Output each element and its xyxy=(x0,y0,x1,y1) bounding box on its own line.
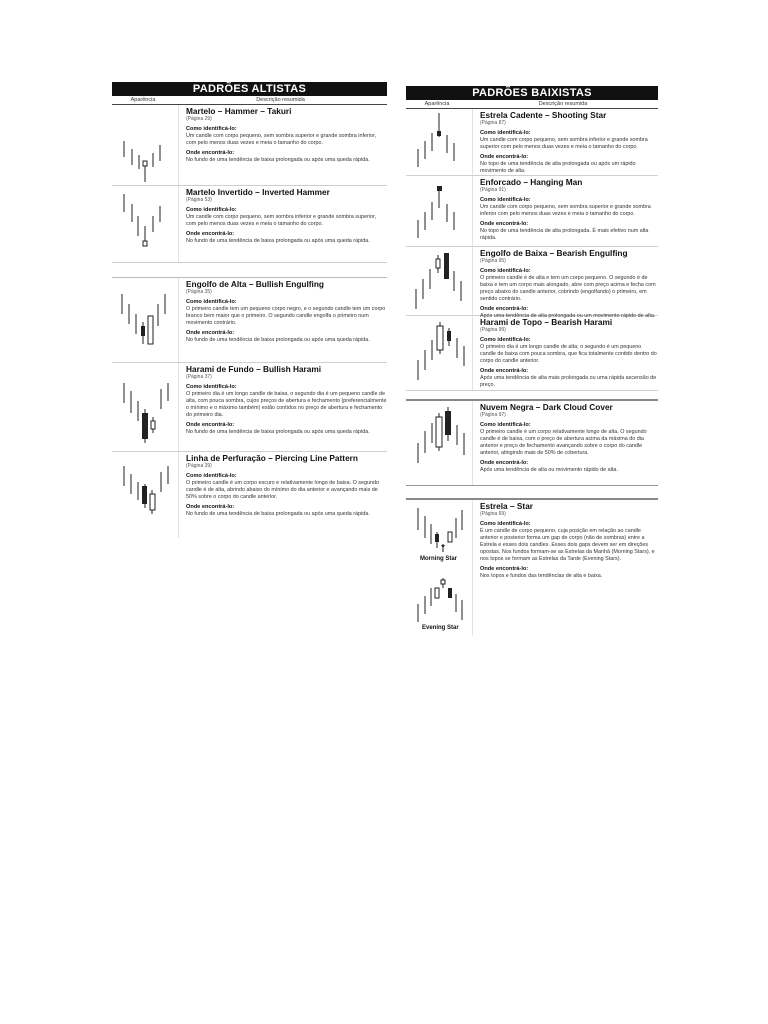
hammer-body xyxy=(143,161,147,166)
hammer-candles-svg xyxy=(112,105,178,185)
pattern-row-bearish-engulfing xyxy=(406,247,658,319)
where-text: Nos topos e fundos das tendências de alta e baixa. xyxy=(480,573,603,579)
pattern-row-piercing-line xyxy=(112,452,387,538)
pattern-page: (Página 35) xyxy=(186,289,212,295)
pattern-page: (Página 29) xyxy=(186,116,212,122)
morning-star-white-body xyxy=(448,532,452,542)
pattern-row-star xyxy=(406,498,658,636)
bearish-engulfing-candle-illustration xyxy=(406,247,473,315)
pattern-row-bearish-harami xyxy=(406,316,658,391)
inverted-hammer-candles-svg xyxy=(112,186,178,262)
bullish-patterns-table xyxy=(112,82,387,538)
how-label: Como identificá-lo: xyxy=(186,207,237,213)
bullish-table-title: PADRÕES ALTISTAS xyxy=(112,82,387,96)
star-candles-svg xyxy=(406,500,472,636)
pattern-title: Martelo – Hammer – Takuri xyxy=(186,106,292,116)
pattern-page: (Página 53) xyxy=(186,197,212,203)
where-label: Onde encontrá-lo: xyxy=(480,368,529,374)
star-candle-illustration xyxy=(406,500,473,636)
how-text: O primeiro dia é um longo candle de alta; o segundo é um pequeno candle de baixa com pouca sombra, que fica totalmente contido dentro do corpo do candle anterior. xyxy=(480,344,657,364)
where-text: No topo de uma tendência de alta prolongada ou após um rápido movimento de alta. xyxy=(480,161,636,174)
pattern-title: Engolfo de Baixa – Bearish Engulfing xyxy=(480,248,628,258)
small-black-body xyxy=(447,331,451,341)
pattern-text xyxy=(473,109,658,175)
long-black-body xyxy=(142,413,148,439)
black-candle-body xyxy=(141,326,145,336)
how-text: O primeiro candle tem um pequeno corpo negro, e o segundo candle tem um corpo branco bem maior que o primeiro. O segundo candle engolfa o primeiro num movimento contrário. xyxy=(186,306,386,326)
how-text: Um candle com corpo pequeno, sem sombra superior e grande sombra inferior com pelo menos duas vezes e meia o tamanho do corpo. xyxy=(480,204,651,217)
where-label: Onde encontrá-lo: xyxy=(480,221,529,227)
pattern-title: Harami de Fundo – Bullish Harami xyxy=(186,364,322,374)
bearish-engulfing-candles-svg xyxy=(406,247,472,315)
how-text: O primeiro candle é de alta e tem um corpo pequeno. O segundo é de baixa e tem um corpo mais alongado, abre com preço acima e fecha com preço abaixo do candle anterior, cobrindo (engolfando) o primeiro, em sentido contrário. xyxy=(480,275,656,302)
pattern-page: (Página 91) xyxy=(480,187,506,193)
how-text: O primeiro candle é um corpo relativamente longo de alta. O segundo candle é de baixa, com o preço de abertura acima da máxima do dia anterior e preço de fechamento avançando sobre o corpo do candle anterior, atingindo mais de 50% de cobertura. xyxy=(480,429,647,456)
morning-star-black-body xyxy=(435,534,439,542)
bullish-column-headers xyxy=(112,96,387,105)
pattern-text xyxy=(179,105,387,185)
shooting-star-candle-illustration xyxy=(406,109,473,175)
dark-candle-body xyxy=(142,486,147,504)
where-label: Onde encontrá-lo: xyxy=(186,504,235,510)
pattern-page: (Página 69) xyxy=(480,511,506,517)
how-text: Um candle com corpo pequeno, sem sombra inferior e grande sombra superior com pelo menos duas vezes e meia o tamanho do corpo. xyxy=(480,137,648,150)
where-text: No fundo de uma tendência de baixa prolongada ou após uma queda rápida. xyxy=(186,337,370,343)
how-label: Como identificá-lo: xyxy=(480,422,531,428)
pattern-title: Harami de Topo – Bearish Harami xyxy=(480,317,613,327)
bearish-harami-candles-svg xyxy=(406,316,472,390)
pattern-text xyxy=(179,363,387,451)
where-text: No fundo de uma tendência de baixa prolongada ou após uma queda rápida. xyxy=(186,511,370,517)
pattern-row-hanging-man xyxy=(406,176,658,247)
where-text: Após uma tendência de alta ou movimento rápido de alta. xyxy=(480,467,618,473)
how-label: Como identificá-lo: xyxy=(480,130,531,136)
pattern-text xyxy=(473,401,658,485)
white-candle-body xyxy=(436,259,440,268)
pattern-page: (Página 87) xyxy=(480,120,506,126)
table-gap xyxy=(406,391,658,399)
bullish-engulfing-candles-svg xyxy=(112,278,178,362)
dark-cloud-body xyxy=(445,411,451,435)
morning-star-label: Morning Star xyxy=(420,556,457,562)
pattern-text xyxy=(473,176,658,246)
where-label: Onde encontrá-lo: xyxy=(186,422,235,428)
small-white-body xyxy=(151,421,155,429)
pattern-page: (Página 95) xyxy=(480,258,506,264)
pattern-title: Martelo Invertido – Inverted Hammer xyxy=(186,187,330,197)
how-label: Como identificá-lo: xyxy=(480,268,531,274)
where-text: Após uma tendência de alta mais prolongada ou uma rápida ascensão de preço. xyxy=(480,375,657,388)
hanging-man-candles-svg xyxy=(406,176,472,246)
pattern-title: Nuvem Negra – Dark Cloud Cover xyxy=(480,402,613,412)
pattern-title: Enforcado – Hanging Man xyxy=(480,177,583,187)
pattern-page: (Página 37) xyxy=(186,374,212,380)
black-engulfing-body xyxy=(444,253,449,279)
bullish-harami-candles-svg xyxy=(112,363,178,451)
white-candle-body xyxy=(436,417,442,447)
pattern-row-bullish-harami xyxy=(112,363,387,452)
white-engulfing-body xyxy=(148,316,153,344)
table-gap xyxy=(406,486,658,498)
pattern-text xyxy=(473,316,658,390)
piercing-line-candles-svg xyxy=(112,452,178,538)
bullish-harami-candle-illustration xyxy=(112,363,179,451)
where-label: Onde encontrá-lo: xyxy=(480,306,529,312)
pattern-page: (Página 99) xyxy=(480,327,506,333)
where-text: Após uma tendência de alta prolongada ou um movimento rápido de alta. xyxy=(480,313,656,319)
how-text: É um candle de corpo pequeno, cuja posição em relação ao candle anterior e posterior forma um gap de corpo (não de sombras) entre a Estrela e esses dois candles. Esses dois gaps devem ser em direções opostas. Nos fundos formam-se as Estrelas da Manhã (Morning Stars), e nos topos se formam as Estrelas da Tarde (Evening Stars). xyxy=(480,528,655,562)
piercing-candle-body xyxy=(150,494,155,510)
pattern-row-shooting-star xyxy=(406,109,658,176)
pattern-title: Linha de Perfuração – Piercing Line Pattern xyxy=(186,453,358,463)
how-label: Como identificá-lo: xyxy=(186,299,237,305)
pattern-title: Estrela Cadente – Shooting Star xyxy=(480,110,607,120)
dark-cloud-cover-candles-svg xyxy=(406,401,472,485)
shooting-star-body xyxy=(437,131,441,136)
where-label: Onde encontrá-lo: xyxy=(480,566,529,572)
inverted-hammer-body xyxy=(143,241,147,246)
pattern-page: (Página 39) xyxy=(186,463,212,469)
pattern-text xyxy=(179,278,387,362)
where-text: No fundo de uma tendência de baixa prolongada ou após uma queda rápida. xyxy=(186,429,370,435)
where-text: No fundo de uma tendência de baixa prolongada ou após uma queda rápida. xyxy=(186,157,370,163)
how-label: Como identificá-lo: xyxy=(186,126,237,132)
where-text: No fundo de uma tendência de baixa prolongada ou após uma queda rápida. xyxy=(186,238,370,244)
pattern-row-bullish-engulfing xyxy=(112,277,387,363)
how-text: Um candle com corpo pequeno, sem sombra superior e grande sombra inferior, com pelo menos duas vezes e meia o tamanho do corpo. xyxy=(186,133,376,146)
evening-star-black-body xyxy=(448,588,452,598)
pattern-text xyxy=(179,186,387,262)
pattern-title: Engolfo de Alta – Bullish Engulfing xyxy=(186,279,324,289)
how-label: Como identificá-lo: xyxy=(480,197,531,203)
pattern-text xyxy=(473,247,658,319)
long-white-body xyxy=(437,326,443,350)
where-text: No topo de uma tendência de alta prolongada. É mais efetivo num alta rápida. xyxy=(480,228,649,241)
evening-star-icon xyxy=(441,580,445,584)
inverted-hammer-candle-illustration xyxy=(112,186,179,262)
bearish-harami-candle-illustration xyxy=(406,316,473,390)
how-text: O primeiro dia é um longo candle de baixa, o segundo dia é um pequeno candle de alta, com pouca sombra, cujos preços de abertura e fechamento (preferencialmente o mínimo e o máximo também) estão contidos no preço de abertura e fechamento do primeiro dia. xyxy=(186,391,387,418)
bearish-column-headers xyxy=(406,100,658,109)
hanging-man-candle-illustration xyxy=(406,176,473,246)
how-label: Como identificá-lo: xyxy=(480,521,531,527)
pattern-row-hammer xyxy=(112,105,387,186)
pattern-page: (Página 97) xyxy=(480,412,506,418)
where-label: Onde encontrá-lo: xyxy=(186,330,235,336)
where-label: Onde encontrá-lo: xyxy=(186,150,235,156)
piercing-line-candle-illustration xyxy=(112,452,179,538)
evening-star-label: Evening Star xyxy=(422,625,459,631)
hanging-man-body xyxy=(437,186,442,191)
where-label: Onde encontrá-lo: xyxy=(480,154,529,160)
where-label: Onde encontrá-lo: xyxy=(480,460,529,466)
pattern-text xyxy=(179,452,387,538)
shooting-star-candles-svg xyxy=(406,109,472,175)
how-label: Como identificá-lo: xyxy=(186,384,237,390)
description-column-header: Descrição resumida xyxy=(538,101,588,107)
pattern-row-dark-cloud-cover xyxy=(406,399,658,486)
how-label: Como identificá-lo: xyxy=(480,337,531,343)
pattern-title: Estrela – Star xyxy=(480,501,534,511)
how-label: Como identificá-lo: xyxy=(186,473,237,479)
bearish-table-title: PADRÕES BAIXISTAS xyxy=(406,86,658,100)
pattern-row-inverted-hammer xyxy=(112,186,387,263)
bearish-patterns-table xyxy=(406,86,658,636)
evening-star-white-body xyxy=(435,588,439,598)
how-text: Um candle com corpo pequeno, sem sombra inferior e grande sombra superior, com pelo menos duas vezes e meia o tamanho do corpo. xyxy=(186,214,376,227)
pattern-text xyxy=(473,500,658,636)
how-text: O primeiro candle é um corpo escuro e relativamente longo de baixa. O segundo candle é de alta, abrindo abaixo do mínimo do dia anterior e avançando mais de 50% sobre o corpo do candle anterior. xyxy=(186,480,379,500)
where-label: Onde encontrá-lo: xyxy=(186,231,235,237)
appearance-column-header: Aparência xyxy=(424,101,450,107)
hammer-candle-illustration xyxy=(112,105,179,185)
table-gap xyxy=(112,263,387,277)
bullish-engulfing-candle-illustration xyxy=(112,278,179,362)
description-column-header: Descrição resumida xyxy=(256,97,305,103)
appearance-column-header: Aparência xyxy=(130,97,156,103)
dark-cloud-cover-candle-illustration xyxy=(406,401,473,485)
